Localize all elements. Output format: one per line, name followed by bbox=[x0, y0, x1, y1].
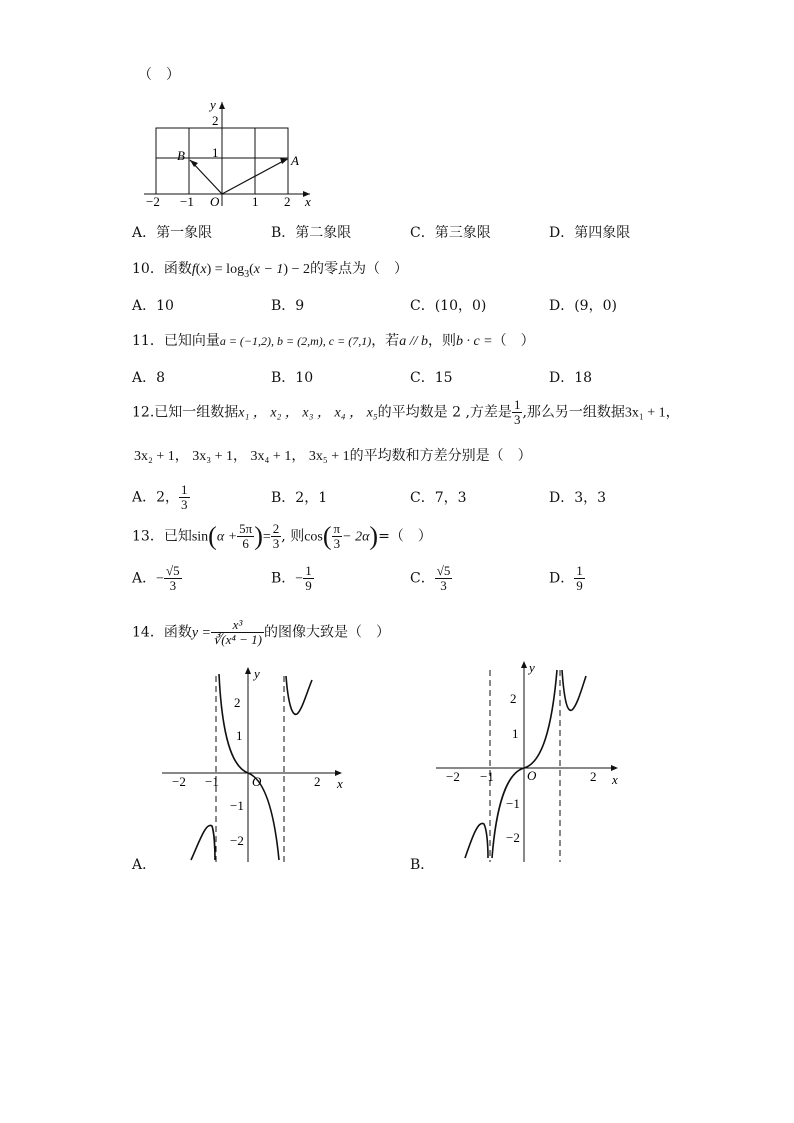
q9-answer-bracket: （ ） bbox=[138, 67, 180, 83]
q14-graph-a[interactable] bbox=[162, 662, 352, 862]
tick-x-m2: −2 bbox=[146, 194, 160, 209]
point-B: B bbox=[177, 148, 185, 163]
q12-stem-line1: 12.已知一组数据x₁ ， x₂ ， x₃ ， x₄ ， x₅的平均数是 2 ,方差是 $\frac{1}{3}$ ,那么另一组数据3x₁ + 1， bbox=[132, 397, 680, 427]
svg-text:−2: −2 bbox=[172, 774, 186, 789]
q11-option-c[interactable]: C．15 bbox=[410, 370, 453, 386]
svg-text:−1: −1 bbox=[230, 798, 244, 813]
curve-middle bbox=[219, 674, 279, 860]
q9-option-b[interactable]: B．第二象限 bbox=[271, 225, 352, 241]
curve-left bbox=[191, 825, 215, 860]
svg-text:1: 1 bbox=[236, 728, 243, 743]
q12-option-a[interactable]: A．2， $\frac{1}{3}$ bbox=[132, 482, 188, 512]
tick-x-1: 1 bbox=[252, 194, 259, 209]
q12-stem-line2: 3x₂ + 1， 3x₃ + 1， 3x₄ + 1， 3x₅ + 1的平均数和方差分别是（ ） bbox=[134, 448, 532, 464]
q13-stem: 13．已知sin(α + $\frac{5\pi}{6}$ )= $\frac{2}{3}$ , 则cos( $\frac{\pi}{3}$ − 2α)=（ ） bbox=[132, 521, 432, 551]
q10-option-d[interactable]: D．(9，0) bbox=[549, 298, 617, 314]
q11-option-b[interactable]: B．10 bbox=[271, 370, 314, 386]
q9-option-d[interactable]: D．第四象限 bbox=[549, 225, 631, 241]
svg-text:2: 2 bbox=[234, 695, 241, 710]
q14-graph-b[interactable] bbox=[436, 658, 626, 862]
curve-right bbox=[286, 676, 312, 714]
svg-text:2: 2 bbox=[510, 691, 517, 706]
svg-text:−1: −1 bbox=[506, 796, 520, 811]
curve-right bbox=[562, 670, 586, 710]
q12-option-c[interactable]: C．7，3 bbox=[410, 490, 467, 506]
q10-stem: 10．函数$f(x) = \log_3(x - 1) - 2$的零点为（ ） bbox=[132, 261, 408, 280]
q11-option-a[interactable]: A．8 bbox=[132, 370, 166, 386]
tick-x-m1: −1 bbox=[180, 194, 194, 209]
q10-option-c[interactable]: C．(10，0) bbox=[410, 298, 487, 314]
point-A: A bbox=[291, 153, 299, 168]
svg-text:x: x bbox=[337, 776, 343, 791]
svg-text:O: O bbox=[252, 774, 262, 789]
svg-text:1: 1 bbox=[512, 726, 519, 741]
q13-option-a[interactable]: A．− $\frac{√5}{3}$ bbox=[132, 563, 180, 593]
svg-text:−2: −2 bbox=[506, 830, 520, 845]
svg-text:y: y bbox=[529, 660, 535, 675]
q10-option-b[interactable]: B．9 bbox=[271, 298, 305, 314]
q13-option-b[interactable]: B．− $\frac{1}{9}$ bbox=[271, 563, 312, 593]
x-label: x bbox=[305, 194, 311, 209]
q14-option-a[interactable]: A． bbox=[132, 857, 157, 873]
q13-option-c[interactable]: C． $\frac{√5}{3}$ bbox=[410, 563, 451, 593]
q9-option-c[interactable]: C．第三象限 bbox=[410, 225, 491, 241]
svg-text:x: x bbox=[612, 772, 618, 787]
svg-text:y: y bbox=[254, 666, 260, 681]
q12-option-d[interactable]: D．3，3 bbox=[549, 490, 607, 506]
q14-stem: 14．函数y = $\frac{\text{x³}}{\text{∛(x⁴ − 1)}}$ 的图像大致是（ ） bbox=[132, 617, 391, 647]
origin-label: O bbox=[210, 194, 220, 209]
y-label: y bbox=[210, 97, 216, 112]
q11-stem: 11．已知向量a = (−1,2), b = (2,m), c = (7,1)，若a // b，则b · c =（ ） bbox=[132, 333, 535, 349]
q10-option-a[interactable]: A．10 bbox=[132, 298, 174, 314]
q9-figure bbox=[140, 96, 320, 212]
tick-2: 2 bbox=[212, 113, 219, 128]
svg-text:−1: −1 bbox=[480, 769, 494, 784]
curve-left bbox=[465, 823, 488, 858]
tick-x-2: 2 bbox=[284, 194, 291, 209]
svg-text:−2: −2 bbox=[230, 833, 244, 848]
svg-text:O: O bbox=[527, 768, 537, 783]
q11-option-d[interactable]: D．18 bbox=[549, 370, 593, 386]
svg-text:−1: −1 bbox=[205, 774, 219, 789]
tick-1: 1 bbox=[212, 145, 219, 160]
variance-fraction: $\frac{1}{3}$ bbox=[513, 397, 521, 427]
q13-option-d[interactable]: D． $\frac{1}{9}$ bbox=[549, 563, 583, 593]
svg-text:2: 2 bbox=[590, 769, 597, 784]
svg-text:−2: −2 bbox=[446, 769, 460, 784]
q14-option-b[interactable]: B． bbox=[410, 857, 435, 873]
svg-text:2: 2 bbox=[314, 774, 321, 789]
q12-option-b[interactable]: B．2，1 bbox=[271, 490, 328, 506]
q9-option-a[interactable]: A．第一象限 bbox=[132, 225, 213, 241]
